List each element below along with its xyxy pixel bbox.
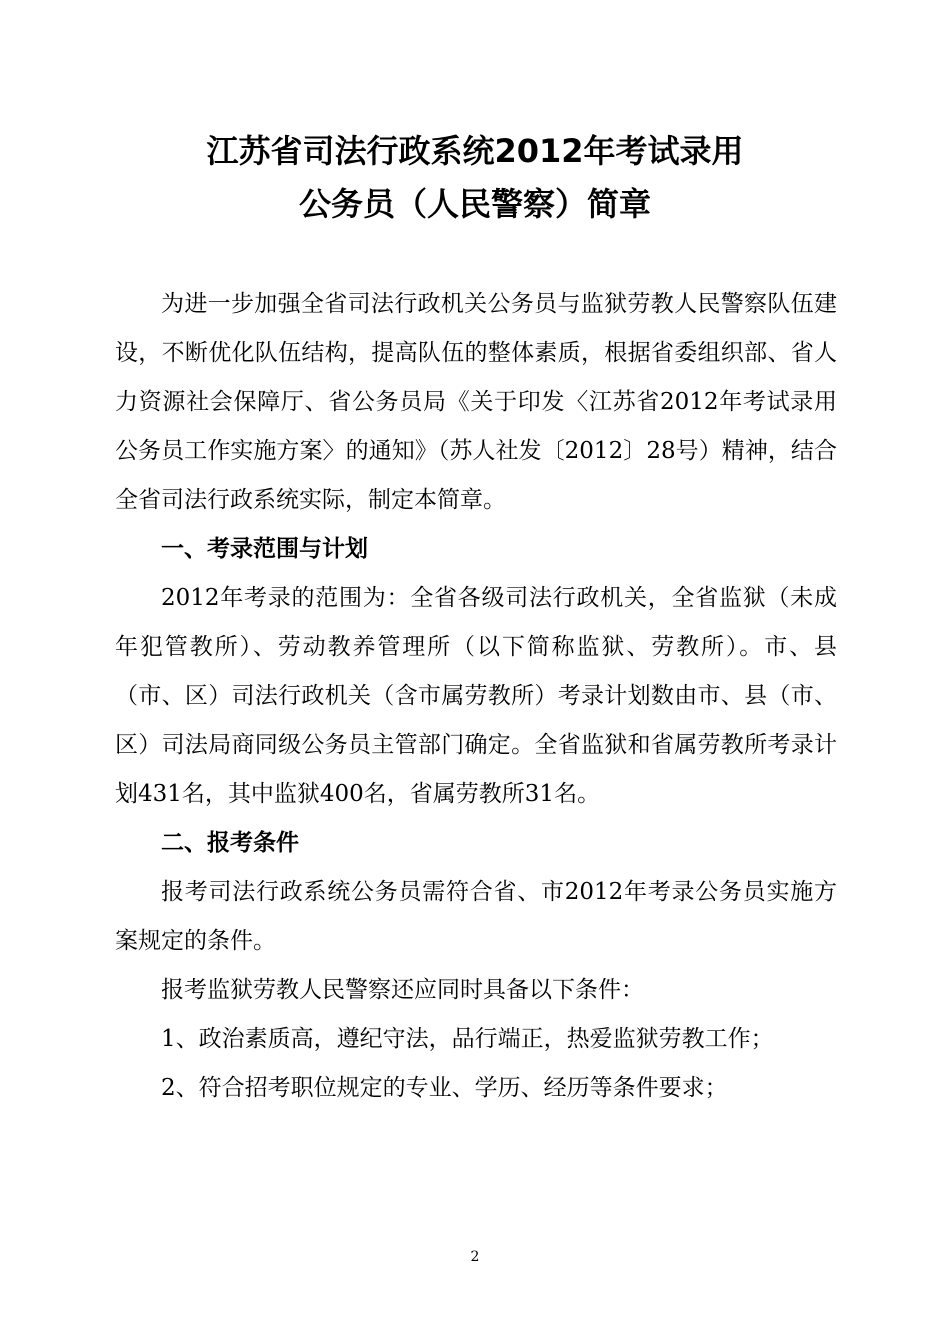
document-body [115, 280, 837, 1113]
page-number: 2 [470, 1249, 480, 1265]
section-heading-scope: 一、考录范围与计划 [161, 536, 368, 562]
intro-paragraph: 为进一步加强全省司法行政机关公务员与监狱劳教人民警察队伍建设，不断优化队伍结构，提高队伍的整体素质，根据省委组织部、省人力资源社会保障厅、省公务员局《关于印发〈江苏省2012年考试录用公务员工作实施方案〉的通知》（苏人社发〔2012〕28号）精神，结合全省司法行政系统实际，制定本简章。 [115, 291, 837, 513]
condition-item-2: 2、符合招考职位规定的专业、学历、经历等条件要求； [161, 1075, 728, 1101]
section-scope-paragraph: 2012年考录的范围为：全省各级司法行政机关，全省监狱（未成年犯管教所）、劳动教养管理所（以下简称监狱、劳教所）。市、县（市、区）司法行政机关（含市属劳教所）考录计划数由市、县（市、区）司法局商同级公务员主管部门确定。全省监狱和省属劳教所考录计划431名，其中监狱400名，省属劳教所31名。 [115, 585, 837, 807]
conditions-paragraph-2: 报考监狱劳教人民警察还应同时具备以下条件： [161, 977, 644, 1003]
conditions-paragraph-1: 报考司法行政系统公务员需符合省、市2012年考录公务员实施方案规定的条件。 [115, 879, 837, 954]
document-title-line-1: 江苏省司法行政系统2012年考试录用 [206, 132, 744, 170]
section-heading-conditions: 二、报考条件 [161, 830, 299, 856]
document-title-line-2: 公务员（人民警察）简章 [298, 185, 651, 223]
condition-item-1: 1、政治素质高，遵纪守法，品行端正，热爱监狱劳教工作； [161, 1026, 774, 1052]
